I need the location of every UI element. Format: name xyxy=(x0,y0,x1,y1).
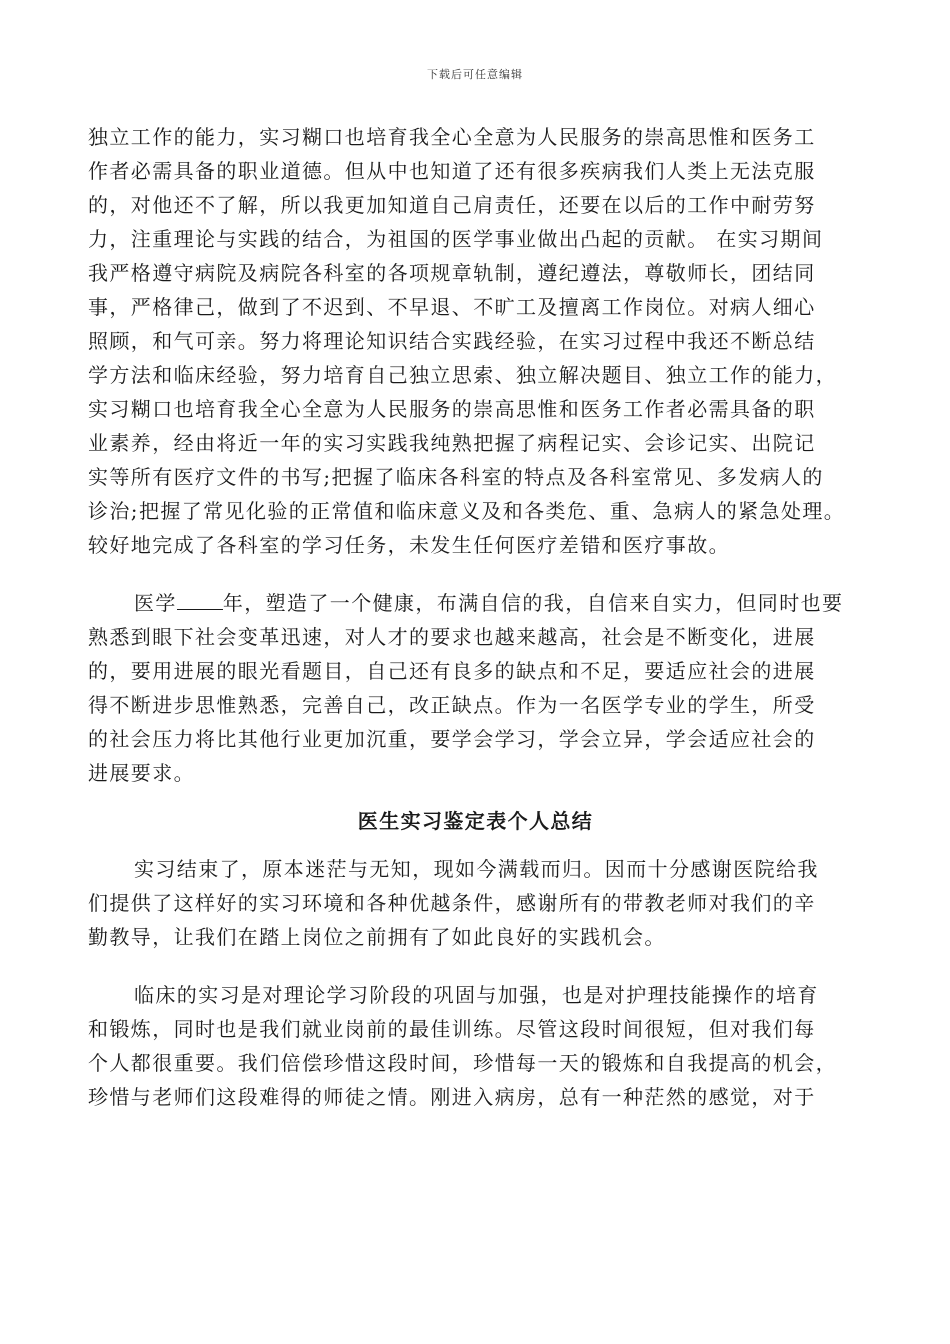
text-line xyxy=(88,586,863,620)
text-line: 照顾，和气可亲。努力将理论知识结合实践经验，在实习过程中我还不断总结 xyxy=(88,329,816,353)
paragraph-gap xyxy=(88,954,863,978)
text-line: 进展要求。 xyxy=(88,761,195,785)
text-line: 个人都很重要。我们倍偿珍惜这段时间，珍惜每一天的锻炼和自我提高的机会， xyxy=(88,1051,837,1075)
text-line: 们提供了这样好的实习环境和各种优越条件，感谢所有的带教老师对我们的辛 xyxy=(88,891,816,915)
text-fragment: 医学 xyxy=(134,591,177,615)
text-line: 勤教导，让我们在踏上岗位之前拥有了如此良好的实践机会。 xyxy=(88,925,666,949)
page-header: 下载后可任意编辑 xyxy=(427,68,523,81)
text-line: 的，对他还不了解，所以我更加知道自己肩责任，还要在以后的工作中耐劳努 xyxy=(88,193,816,217)
text-line: 实习结束了，原本迷茫与无知，现如今满载而归。因而十分感谢医院给我 xyxy=(134,857,819,881)
text-line: 独立工作的能力，实习糊口也培育我全心全意为人民服务的崇高思惟和医务工 xyxy=(88,125,816,149)
text-line: 业素养，经由将近一年的实习实践我纯熟把握了病程记实、会诊记实、出院记 xyxy=(88,431,816,455)
text-line: 实习糊口也培育我全心全意为人民服务的崇高思惟和医务工作者必需具备的职 xyxy=(88,397,816,421)
paragraph-4 xyxy=(88,978,863,1114)
paragraph-gap xyxy=(88,562,863,586)
text-line: 的，要用进展的眼光看题目，自己还有良多的缺点和不足，要适应社会的进展 xyxy=(88,659,816,683)
paragraph-3 xyxy=(88,852,863,954)
fill-in-blank xyxy=(177,591,223,610)
text-line: 的社会压力将比其他行业更加沉重，要学会学习，学会立异，学会适应社会的 xyxy=(88,727,816,751)
text-line: 和锻炼，同时也是我们就业岗前的最佳训练。尽管这段时间很短，但对我们每 xyxy=(88,1017,816,1041)
text-line: 珍惜与老师们这段难得的师徒之情。刚进入病房，总有一种茫然的感觉，对于 xyxy=(88,1085,816,1109)
text-line: 学方法和临床经验，努力培育自己独立思索、独立解决题目、独立工作的能力， xyxy=(88,363,837,387)
text-line: 事，严格律己，做到了不迟到、不早退、不旷工及擅离工作岗位。对病人细心 xyxy=(88,295,816,319)
text-line: 诊治;把握了常见化验的正常值和临床意义及和各类危、重、急病人的紧急处理。 xyxy=(88,499,846,523)
text-line: 我严格遵守病院及病院各科室的各项规章轨制，遵纪遵法，尊敬师长，团结同 xyxy=(88,261,816,285)
text-fragment: 年，塑造了一个健康，布满自信的我，自信来自实力，但同时也要 xyxy=(222,591,844,615)
text-line: 作者必需具备的职业道德。但从中也知道了还有很多疾病我们人类上无法克服 xyxy=(88,159,816,183)
text-line: 得不断进步思惟熟悉，完善自己，改正缺点。作为一名医学专业的学生，所受 xyxy=(88,693,816,717)
section-heading: 医生实习鉴定表个人总结 xyxy=(357,809,594,833)
text-line: 临床的实习是对理论学习阶段的巩固与加强，也是对护理技能操作的培育 xyxy=(134,983,819,1007)
text-line: 熟悉到眼下社会变革迅速，对人才的要求也越来越高，社会是不断变化，进展 xyxy=(88,625,816,649)
paragraph-2 xyxy=(88,586,863,790)
text-line: 力，注重理论与实践的结合，为祖国的医学事业做出凸起的贡献。 在实习期间 xyxy=(88,227,824,251)
text-line: 实等所有医疗文件的书写;把握了临床各科室的特点及各科室常见、多发病人的 xyxy=(88,465,824,489)
text-line: 较好地完成了各科室的学习任务，未发生任何医疗差错和医疗事故。 xyxy=(88,533,730,557)
paragraph-1 xyxy=(88,120,863,562)
document-body xyxy=(88,120,863,1114)
